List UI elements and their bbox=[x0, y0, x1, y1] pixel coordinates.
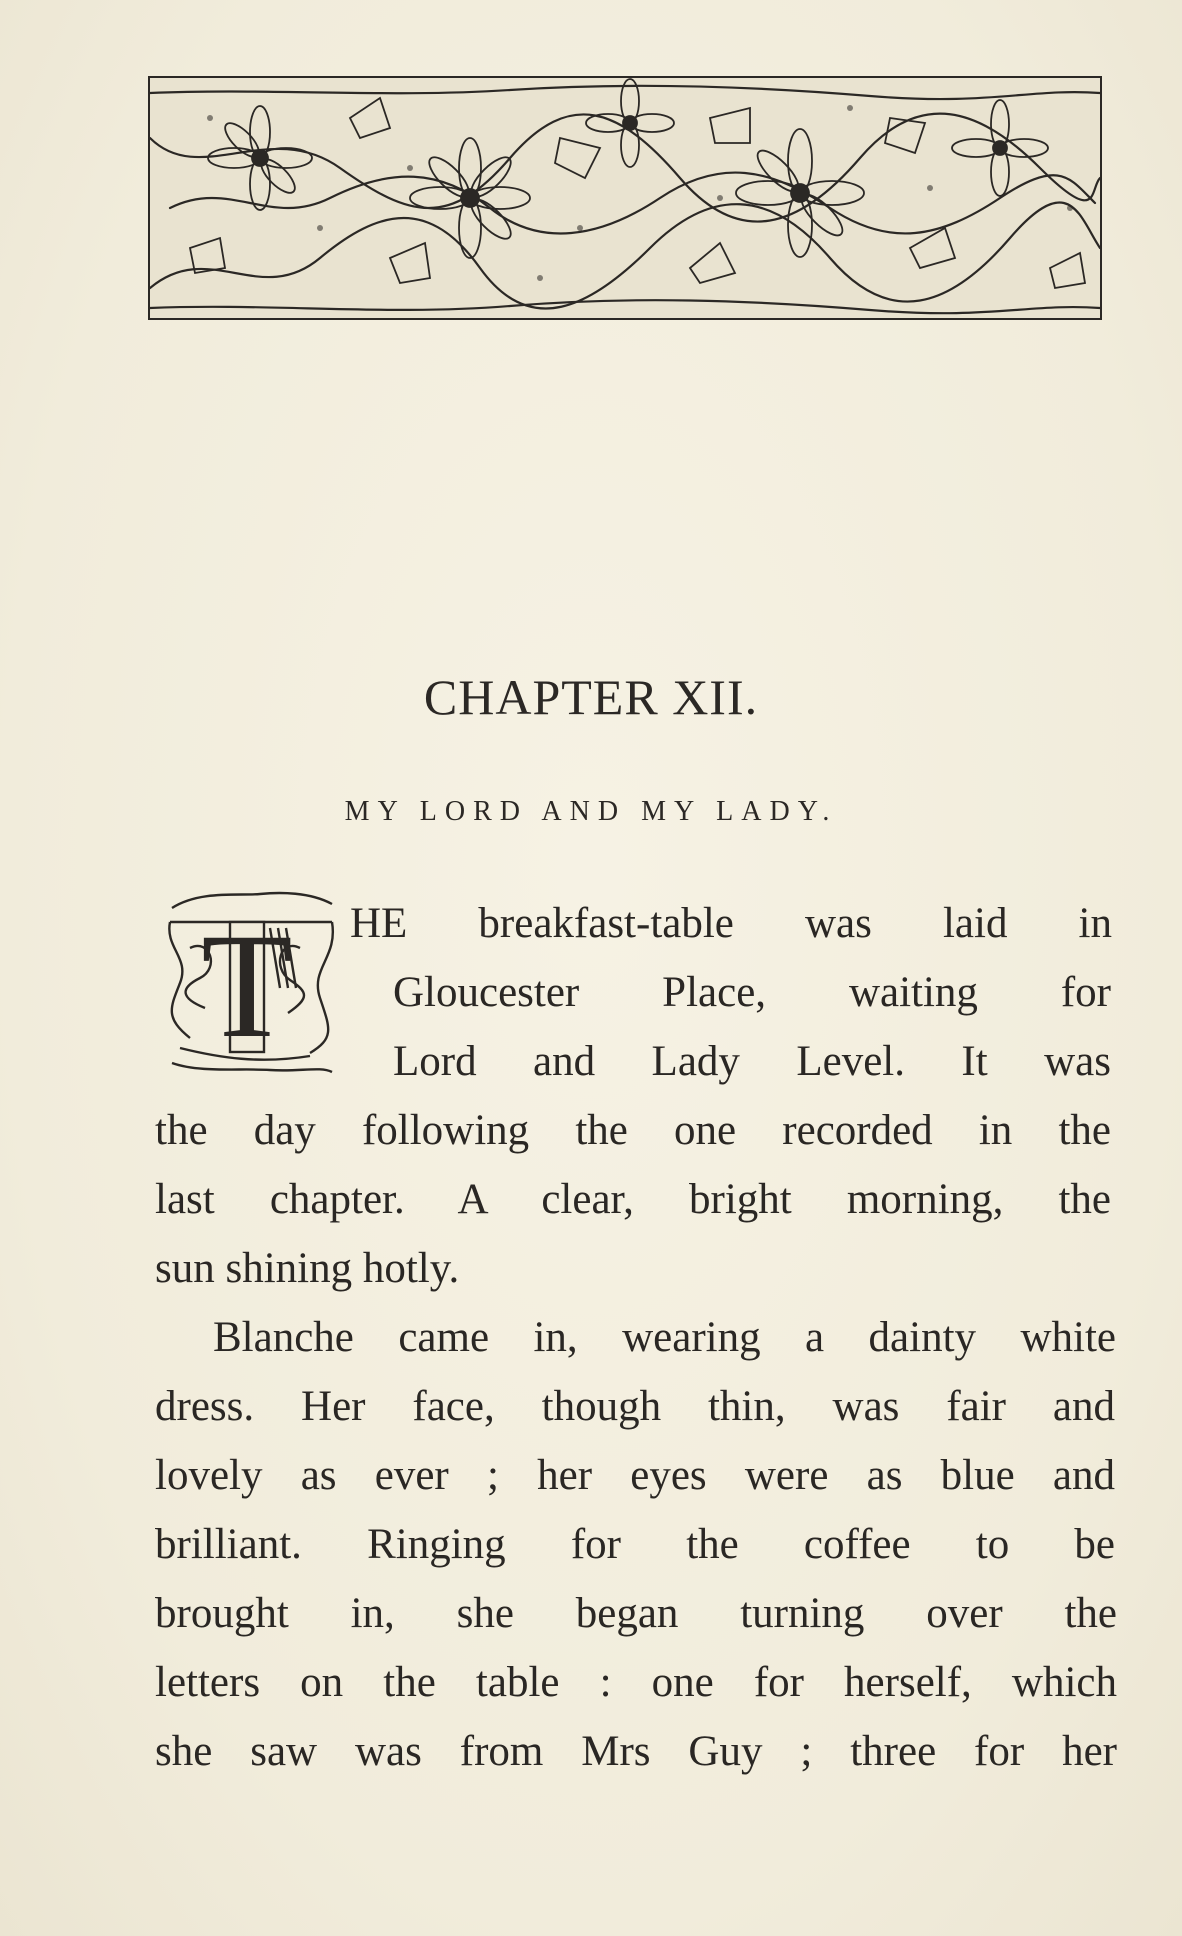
body-line: she saw was from Mrs Guy ; three for her bbox=[155, 1728, 1117, 1775]
body-line: brought in, she began turning over the bbox=[155, 1590, 1117, 1637]
chapter-title: CHAPTER XII. bbox=[423, 669, 759, 725]
body-line: Lord and Lady Level. It was bbox=[393, 1038, 1111, 1085]
body-line: HE breakfast-table was laid in bbox=[350, 900, 1112, 947]
body-line: sun shining hotly. bbox=[155, 1245, 460, 1292]
body-line: letters on the table : one for herself, which bbox=[155, 1659, 1117, 1706]
body-line: brilliant. Ringing for the coffee to be bbox=[155, 1521, 1115, 1568]
body-line: lovely as ever ; her eyes were as blue and bbox=[155, 1452, 1115, 1499]
chapter-subtitle: MY LORD AND MY LADY. bbox=[344, 796, 838, 827]
body-line: dress. Her face, though thin, was fair and bbox=[155, 1383, 1115, 1430]
body-line: last chapter. A clear, bright morning, the bbox=[155, 1176, 1111, 1223]
drop-cap-letter: T bbox=[201, 903, 293, 1069]
body-line: the day following the one recorded in the bbox=[155, 1107, 1111, 1154]
body-line: Gloucester Place, waiting for bbox=[393, 969, 1111, 1016]
floral-headpiece-ornament bbox=[148, 76, 1102, 320]
drop-cap-t bbox=[160, 888, 338, 1074]
body-line: Blanche came in, wearing a dainty white bbox=[213, 1314, 1116, 1361]
